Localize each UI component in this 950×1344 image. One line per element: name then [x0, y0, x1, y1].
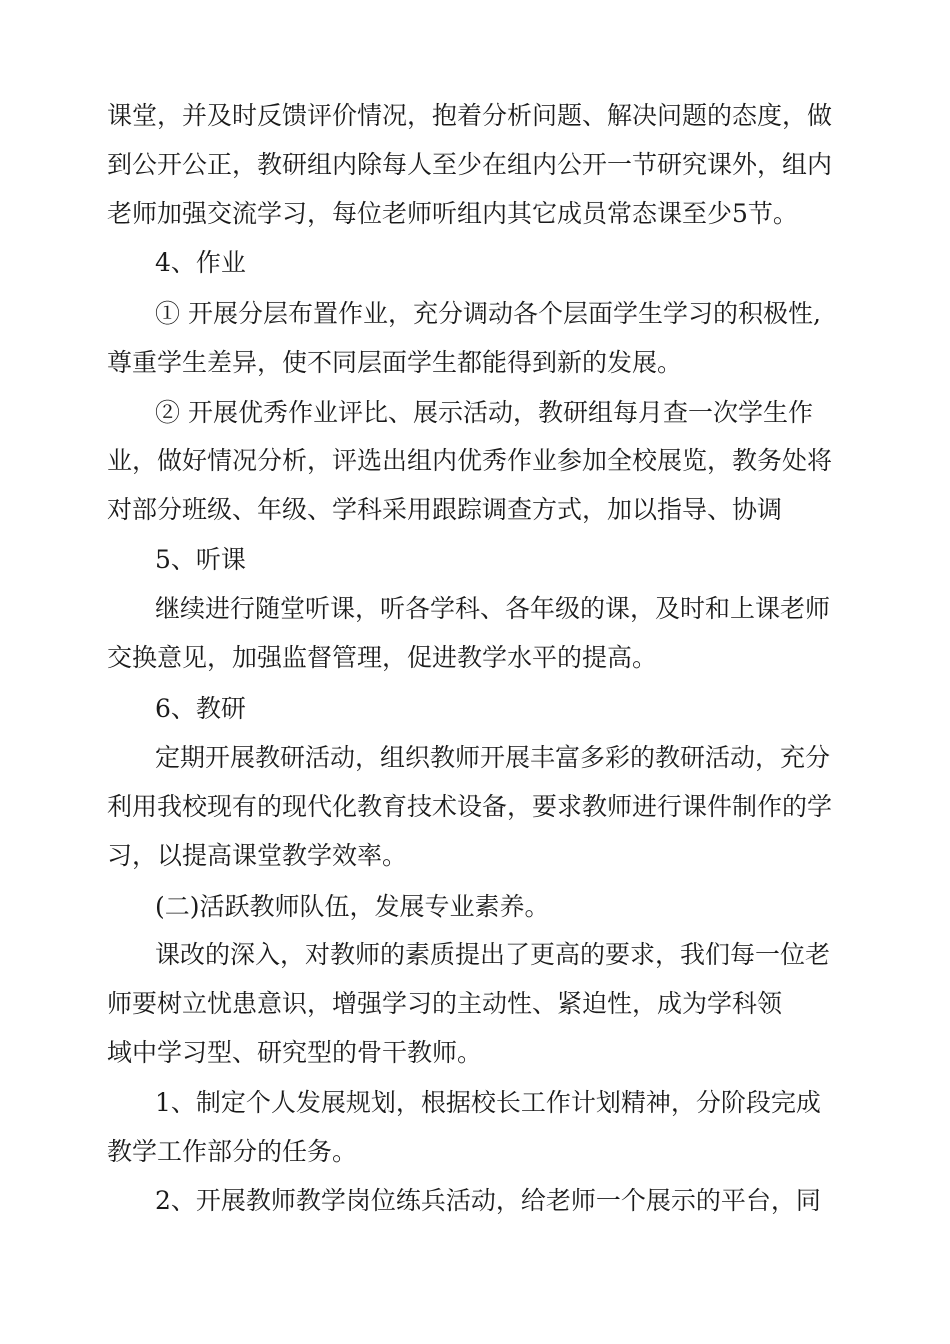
paragraph-line: ① 开展分层布置作业，充分调动各个层面学生学习的积极性,	[155, 299, 821, 328]
paragraph-line: 域中学习型、研究型的骨干教师。	[107, 1038, 483, 1067]
paragraph-line: 到公开公正，教研组内除每人至少在组内公开一节研究课外，组内	[107, 150, 833, 179]
section-heading: 6、教研	[155, 694, 246, 723]
paragraph-line: 定期开展教研活动，组织教师开展丰富多彩的教研活动，充分	[155, 743, 831, 772]
paragraph-line: 教学工作部分的任务。	[107, 1137, 358, 1166]
paragraph-line: 1、制定个人发展规划，根据校长工作计划精神，分阶段完成	[155, 1088, 821, 1117]
paragraph-line: 2、开展教师教学岗位练兵活动，给老师一个展示的平台，同	[155, 1186, 821, 1215]
paragraph-line: 老师加强交流学习，每位老师听组内其它成员常态课至少5节。	[107, 199, 798, 228]
paragraph-line: 课改的深入，对教师的素质提出了更高的要求，我们每一位老	[155, 940, 831, 969]
paragraph-line: 习，以提高课堂教学效率。	[107, 841, 408, 870]
paragraph-line: 师要树立忧患意识，增强学习的主动性、紧迫性，成为学科领	[107, 989, 783, 1018]
section-heading: (二)活跃教师队伍，发展专业素养。	[155, 892, 550, 921]
paragraph-line: 尊重学生差异，使不同层面学生都能得到新的发展。	[107, 348, 683, 377]
paragraph-line: 课堂，并及时反馈评价情况，抱着分析问题、解决问题的态度，做	[107, 101, 833, 130]
paragraph-line: 业，做好情况分析，评选出组内优秀作业参加全校展览，教务处将	[107, 446, 833, 475]
paragraph-line: 继续进行随堂听课，听各学科、各年级的课，及时和上课老师	[155, 594, 831, 623]
section-heading: 5、听课	[155, 545, 246, 574]
section-heading: 4、作业	[155, 248, 246, 277]
paragraph-line: ② 开展优秀作业评比、展示活动，教研组每月查一次学生作	[155, 398, 813, 427]
paragraph-line: 对部分班级、年级、学科采用跟踪调查方式，加以指导、协调	[107, 495, 783, 524]
paragraph-line: 交换意见，加强监督管理，促进教学水平的提高。	[107, 643, 658, 672]
paragraph-line: 利用我校现有的现代化教育技术设备，要求教师进行课件制作的学	[107, 792, 833, 821]
